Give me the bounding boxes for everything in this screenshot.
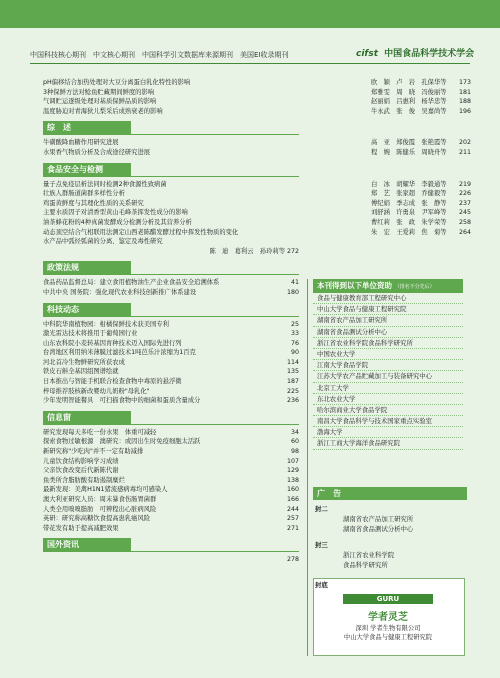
toc-entry[interactable] bbox=[43, 78, 471, 88]
entry-page: 60 bbox=[290, 438, 299, 446]
sponsors-heading-text: 本刊得到以下单位资助 bbox=[317, 281, 392, 290]
sponsor-list bbox=[313, 293, 463, 450]
entry-page: 187 bbox=[286, 378, 299, 386]
section-rule bbox=[43, 134, 299, 135]
entry-page: 107 bbox=[286, 457, 299, 465]
toc-entry[interactable] bbox=[43, 524, 299, 534]
toc-entry[interactable] bbox=[43, 447, 299, 457]
section-rule bbox=[43, 176, 299, 177]
toc-entry[interactable] bbox=[43, 495, 299, 505]
entry-title: 澳大利亚研究人员：周末暴食伤肠胃菌群 bbox=[43, 496, 157, 503]
entry-page: 278 bbox=[286, 556, 299, 564]
entry-page: 264 bbox=[458, 228, 471, 236]
section-rule bbox=[43, 316, 299, 317]
entry-authors: 郑雅雯 周 晓 冯俊丽等 bbox=[371, 88, 447, 96]
entry-page: 180 bbox=[286, 288, 299, 296]
entry-title: 量子点免疫层析法同时检测2种食源性致病菌 bbox=[43, 180, 167, 188]
sponsor-item: 浙江工商大学海洋食品研究院 bbox=[313, 438, 463, 449]
entry-authors: 白 冰 胡耀华 李毅通等 bbox=[371, 180, 447, 188]
entry-title: 研究发现每天多吃一份水果 体重可减轻 bbox=[43, 428, 157, 436]
ad-cover3-label: 封三 bbox=[315, 541, 328, 549]
toc-entry[interactable] bbox=[43, 358, 299, 368]
policy-list bbox=[43, 278, 299, 297]
entry-page: 34 bbox=[290, 428, 299, 436]
toc-entry[interactable] bbox=[43, 505, 299, 515]
entry-title: 鸡蛋黄鲜度与其理化性质的关系研究 bbox=[43, 199, 144, 207]
entry-page: 98 bbox=[290, 448, 299, 456]
entry-title: 儿童饮食结构影响学习成绩 bbox=[43, 457, 119, 465]
entry-authors: 欧 颖 卢 岩 孔保华等 bbox=[371, 79, 447, 86]
entry-title: 食品药品监督总局：建立食用植物油生产企业食品安全追溯体系 bbox=[43, 279, 220, 287]
sponsor-item: 渤海大学 bbox=[313, 427, 463, 438]
sponsor-item: 南昌大学食品科学与技术国家重点实验室 bbox=[313, 416, 463, 427]
section-rule bbox=[43, 274, 299, 275]
sponsor-item: 浙江省农业科学院食品科学研究所 bbox=[313, 338, 463, 349]
ad-back-label-wrap bbox=[313, 580, 463, 590]
toc-entry[interactable] bbox=[43, 339, 299, 349]
entry-page: 271 bbox=[286, 524, 299, 532]
entry-title: 水果香气物质分析及合成途径研究进展 bbox=[43, 148, 151, 156]
entry-page: 237 bbox=[458, 199, 471, 207]
entry-title: 鱼类所含脂肪酸有助遏制糜烂 bbox=[43, 476, 125, 484]
ad-cover2-line: 湖南省农产品加工研究所 bbox=[343, 515, 414, 523]
entry-title: 壮族人群肠道菌群多样性分析 bbox=[43, 190, 125, 198]
entry-page: 173 bbox=[458, 79, 471, 86]
entry-authors: 牛永武 张 俊 吴嘉尚等 bbox=[371, 107, 447, 115]
ad-cover2 bbox=[313, 504, 463, 534]
entry-authors: 朱 宏 王爱莉 焦 菊等 bbox=[371, 228, 447, 236]
fineprint-line: 深圳 学者生物有限公司 bbox=[355, 625, 421, 632]
entry-title: 河北首冷生物鲜研究所获农成 bbox=[43, 358, 125, 366]
entry-title: 铁皮石斛全基因组图谱绘就 bbox=[43, 368, 119, 376]
info-list bbox=[43, 428, 299, 534]
sponsor-item: 北京工大学 bbox=[313, 383, 463, 394]
entry-page: 244 bbox=[286, 505, 299, 513]
toc-entry[interactable] bbox=[43, 208, 471, 218]
column-divider bbox=[307, 279, 308, 656]
entry-title: 探索食物过敏根源 澳研究：或因出生时免疫细胞太活跃 bbox=[43, 438, 201, 446]
toc-entry[interactable] bbox=[43, 476, 299, 486]
entry-page: 202 bbox=[458, 139, 471, 147]
toc-entry[interactable] bbox=[43, 199, 471, 209]
entry-title: 牛磺酸降血糖作用研究进展 bbox=[43, 139, 119, 147]
cifst-logo: cifst bbox=[356, 49, 378, 59]
toc-entry[interactable] bbox=[43, 387, 299, 397]
entry-title: 山东农科院小麦转基因育种技术迈入国际先进行列 bbox=[43, 339, 182, 347]
guru-logo: GURU bbox=[343, 594, 433, 604]
toc-entry[interactable] bbox=[43, 367, 299, 377]
entry-title: 人类全用嗅嗅脂肪 可辨程出心脏病风险 bbox=[43, 505, 157, 513]
toc-entry[interactable] bbox=[43, 329, 299, 339]
section-heading-review: 综 述 bbox=[43, 121, 131, 134]
entry-page: 236 bbox=[286, 397, 299, 405]
entry-page: 138 bbox=[286, 476, 299, 484]
entry-title: 主要水质因子对清香型黄山毛峰茶挥发性成分的影响 bbox=[43, 209, 188, 217]
entry-page: 25 bbox=[290, 320, 299, 328]
entry-page: 225 bbox=[286, 387, 299, 395]
entry-page: 219 bbox=[458, 180, 471, 188]
entry-page: 211 bbox=[458, 148, 471, 156]
toc-entry[interactable] bbox=[43, 555, 299, 565]
journal-index-line: 中国科技核心期刊 中文核心期刊 中国科学引文数据库来源期刊 美国EI收录期刊 bbox=[30, 51, 289, 59]
entry-authors: 傅纪娟 季志成 张 静等 bbox=[371, 199, 447, 207]
sponsors-heading bbox=[313, 279, 463, 293]
entry-authors: 赵丽娟 吕惠利 杨华忠等 bbox=[371, 98, 447, 106]
toc-entry[interactable] bbox=[43, 148, 471, 158]
entry-authors: 陈 迪 葛利云 孙玲莉等 bbox=[209, 247, 285, 255]
toc-entry[interactable] bbox=[43, 320, 299, 330]
ads-heading: 广 告 bbox=[313, 487, 467, 500]
entry-authors: 程 婉 陈健乐 周晓舟等 bbox=[371, 148, 447, 156]
entry-page: 196 bbox=[458, 107, 471, 115]
entry-title: 少年发明智能餐具 可扫描食物中的细菌和蛋质含量成分 bbox=[43, 397, 201, 405]
section-heading-safety: 食品安全与检测 bbox=[43, 163, 131, 176]
entry-page: 226 bbox=[458, 190, 471, 198]
entry-authors: 曹红莉 张 政 朱学荣等 bbox=[371, 218, 447, 226]
entry-page: 181 bbox=[458, 88, 471, 96]
safety-list bbox=[43, 180, 471, 238]
sponsors-box bbox=[313, 279, 463, 450]
entry-page: 258 bbox=[458, 218, 471, 226]
entry-title: 气调贮运逐级处理对基质保鲜品质的影响 bbox=[43, 98, 157, 106]
fineprint-line: 中山大学食品与健康工程研究院 bbox=[343, 634, 433, 641]
entry-title: 激光雷达技术将推用于葡萄园行业 bbox=[43, 330, 138, 338]
header-divider bbox=[30, 63, 470, 64]
toc-entry[interactable] bbox=[43, 437, 299, 447]
entry-authors: 高 亚 郑俊霞 张艳霞等 bbox=[371, 139, 447, 147]
toc-entry[interactable] bbox=[43, 288, 299, 298]
toc-entry[interactable] bbox=[43, 348, 299, 358]
tech-list bbox=[43, 320, 299, 406]
entry-title: 中科院华南植物园：柑橘保鲜技术获美国专利 bbox=[43, 320, 169, 328]
toc-entry-authors bbox=[43, 247, 299, 257]
sponsor-item: 湖南省食品测试分析中心 bbox=[313, 327, 463, 338]
toc-entry[interactable] bbox=[43, 218, 471, 228]
section-heading-intl: 国外资讯 bbox=[43, 538, 131, 551]
entry-page: 166 bbox=[286, 496, 299, 503]
entry-page: 257 bbox=[286, 515, 299, 523]
toc-entry[interactable] bbox=[43, 278, 299, 288]
society-brand bbox=[356, 46, 474, 59]
entry-page: 76 bbox=[290, 339, 299, 347]
top-color-band bbox=[0, 0, 500, 28]
entry-title: 温度胁迫对青海狄儿梨采后成熟衰老的影响 bbox=[43, 107, 163, 115]
sponsor-item: 湖南省农产品加工研究所 bbox=[313, 315, 463, 326]
entry-title: 3种保鲜方法对鲶鱼贮藏期间鲜度的影响 bbox=[43, 88, 155, 96]
toc-entry[interactable] bbox=[43, 107, 471, 117]
sponsor-item: 哈尔滨商业大学食品学院 bbox=[313, 405, 463, 416]
sponsor-item: 江南大学食品学院 bbox=[313, 360, 463, 371]
sponsors-heading-note: （排名不分先后） bbox=[394, 284, 435, 290]
sponsor-item: 中国农业大学 bbox=[313, 349, 463, 360]
ad-cover2-label: 封二 bbox=[315, 505, 328, 513]
entry-title: 梓母推荐肢核新改婴幼儿奶粉"母乳化" bbox=[43, 387, 150, 395]
ad-cover3-line: 浙江省农业科学院 bbox=[343, 551, 395, 559]
back-cover-fineprint bbox=[313, 624, 463, 642]
section-rule bbox=[43, 551, 299, 552]
toc-entry[interactable] bbox=[43, 138, 471, 148]
section-rule bbox=[43, 424, 299, 425]
entry-title: 父亲饮食改变后代新陈代谢 bbox=[43, 467, 119, 475]
toc-entry[interactable] bbox=[43, 228, 471, 238]
ad-cover2-line: 湖南省食品测试分析中心 bbox=[343, 525, 414, 533]
section-heading-policy: 政策法规 bbox=[43, 261, 131, 274]
sponsor-item: 中山大学食品与健康工程研究院 bbox=[313, 304, 463, 315]
entry-authors: 刘舒涵 许勇泉 尹军峰等 bbox=[371, 209, 447, 217]
entry-page: 41 bbox=[290, 279, 299, 287]
sponsor-item: 东北农业大学 bbox=[313, 394, 463, 405]
toc-entry[interactable] bbox=[43, 97, 471, 107]
brand-name-logo: 学者灵芝 bbox=[368, 612, 408, 623]
entry-page: 114 bbox=[286, 358, 299, 366]
ad-cover3-line: 食品科学研究所 bbox=[343, 561, 388, 569]
toc-entry[interactable] bbox=[43, 180, 471, 190]
entry-title: 动态顶空结合气相联用法测定山西老陈醋发酵过程中挥发性物质的变化 bbox=[43, 228, 239, 236]
society-name: 中国食品科学技术学会 bbox=[384, 49, 475, 59]
sponsor-item: 江苏大学农产品贮藏加工与装备研究中心 bbox=[313, 371, 463, 382]
entry-title: 中共中央 国务院：强化现代农业科技创新推广体系建设 bbox=[43, 288, 197, 296]
entry-title: 水产品中弧烃弧菌的分离、鉴定及毒性研究 bbox=[43, 238, 163, 246]
toc-entry[interactable] bbox=[43, 514, 299, 524]
entry-page: 272 bbox=[286, 247, 299, 255]
toc-entry[interactable] bbox=[43, 485, 299, 495]
sponsor-item: 食品与健康教育部工程研究中心 bbox=[313, 293, 463, 304]
toc-entry[interactable] bbox=[43, 457, 299, 467]
section-heading-info: 信息窗 bbox=[43, 411, 131, 424]
entry-page: 160 bbox=[286, 486, 299, 494]
ad-back-label: 封底 bbox=[315, 581, 328, 589]
entry-page: 90 bbox=[290, 349, 299, 357]
toc-entry[interactable] bbox=[43, 428, 299, 438]
entry-title: 日本推出与智能手机联合检查食物中毒原的悬浮微 bbox=[43, 378, 182, 386]
entry-page: 135 bbox=[286, 368, 299, 376]
intl-list bbox=[43, 555, 299, 565]
entry-page: 33 bbox=[290, 330, 299, 338]
toc-entry[interactable] bbox=[43, 237, 299, 247]
toc-entry[interactable] bbox=[43, 377, 299, 387]
toc-entry[interactable] bbox=[43, 189, 471, 199]
entry-title: 最新发现：美禽H1N1猪流感病毒均可感染人 bbox=[43, 486, 168, 494]
entry-title: 英研：研究称高糖饮食提高患乳癌风险 bbox=[43, 515, 151, 523]
entry-title: pH偏移结合加热处理对大豆分离蛋白乳化特性的影响 bbox=[43, 79, 191, 86]
section-heading-tech: 科技动态 bbox=[43, 303, 131, 316]
entry-title: 新研究称"少吃肉"并不一定有助减排 bbox=[43, 448, 144, 456]
toc-entry[interactable] bbox=[43, 88, 471, 98]
entry-page: 129 bbox=[286, 467, 299, 475]
review-list bbox=[43, 138, 471, 157]
entry-title: 油茶蜂花粉的4种真菌发酵成分检测分析及其营养分析 bbox=[43, 218, 192, 226]
entry-authors: 郑 艺 张家超 乔健毅等 bbox=[371, 190, 447, 198]
ad-cover3 bbox=[313, 540, 463, 570]
entry-page: 188 bbox=[458, 98, 471, 106]
article-list bbox=[43, 78, 471, 116]
toc-entry[interactable] bbox=[43, 466, 299, 476]
entry-title: 台湾地区利用纳米薄膜过滤技术1吨芭乐汁浓缩为1百克 bbox=[43, 349, 196, 357]
entry-page: 245 bbox=[458, 209, 471, 217]
toc-entry[interactable] bbox=[43, 396, 299, 406]
entry-title: 带花发有助于提高减肥效果 bbox=[43, 524, 119, 532]
